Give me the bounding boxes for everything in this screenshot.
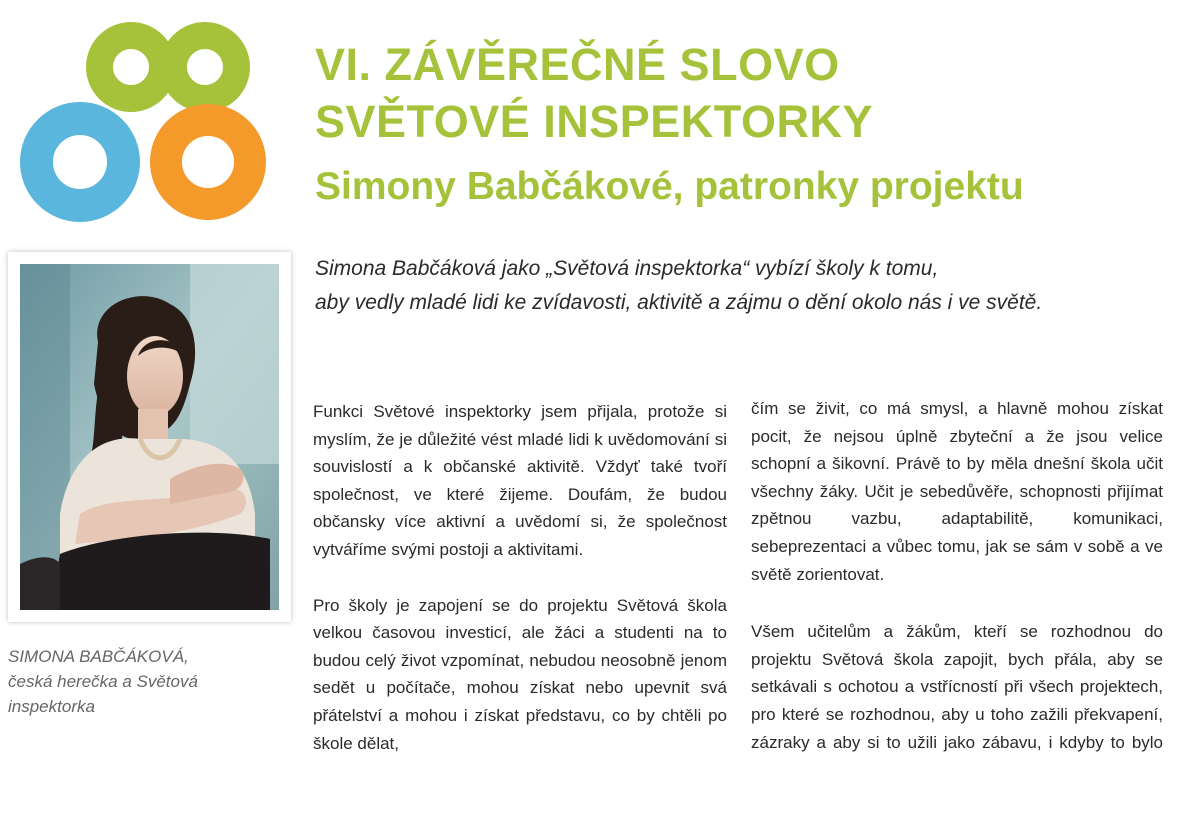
- photo-caption: [8, 644, 278, 719]
- chapter-subtitle: Simony Babčákové, patronky projektu: [315, 165, 1024, 208]
- lead-paragraph: [315, 252, 1185, 320]
- logo-ring-blue: [20, 102, 140, 222]
- caption-role: česká herečka a Světová inspektorka: [8, 672, 198, 716]
- body-paragraph: Funkci Světové inspektorky jsem přijala, protože si myslím, že je důležité vést mladé lidi k uvědomování si souvislostí a k občanské aktivitě. Vždyť také tvoří společnost, ve které žijeme. Doufám, že budou občansky více aktivní a uvědomí si, že společnost vytváříme svými postoji a aktivitami.: [313, 402, 727, 559]
- logo-ring-orange: [150, 104, 266, 220]
- body-paragraph: čím se živit, co má smysl, a hlavně mohou získat pocit, že nejsou úplně zbyteční a že jsou velice schopní a šikovní. Právě to by měla dnešní škola učit všechny žáky. Učit je sebedůvěře, schopnosti přijímat zpětnou vazbu, adaptabilitě, komunikaci, sebeprezentaci a vůbec tomu, jak se sám v sobě a ve světě zorientovat.: [751, 399, 1163, 584]
- lead-line1: Simona Babčáková jako „Světová inspektorka“ vybízí školy k tomu,: [315, 257, 939, 280]
- body-paragraph: Pro školy je zapojení se do projektu Světová škola velkou časovou investicí, ale žáci a studenti na to budou celý život vzpomínat, nebudou neosobně jenom sedět u počítače, mohou získat nebo upevnit svá přátelství a mohou i získat představu, co by chtěli po škole dělat,: [313, 595, 727, 753]
- portrait-photo: [20, 264, 279, 610]
- chapter-title: [315, 36, 873, 150]
- page-bottom-edge: [0, 762, 1200, 805]
- body-column-right: [751, 395, 1163, 814]
- chapter-title-line1: VI. ZÁVĚREČNÉ SLOVO: [315, 39, 840, 90]
- portrait-photo-frame: [8, 252, 291, 622]
- body-paragraph: Všem učitelům a žákům, kteří se rozhodnou do projektu Světová škola zapojit, bych přála, aby se setkávali s ochotou a vstřícností při všech projektech, pro které se rozhodnou, aby u toho zažili překvapení, zázraky a aby si to užili jako zábavu, i kdyby to bylo: [751, 622, 1163, 752]
- caption-name: SIMONA BABČÁKOVÁ,: [8, 647, 189, 666]
- chapter-title-line2: SVĚTOVÉ INSPEKTORKY: [315, 96, 873, 147]
- logo-ring-green-right: [160, 22, 250, 112]
- project-logo: [0, 0, 300, 240]
- body-column-left: [313, 398, 727, 785]
- lead-line2: aby vedly mladé lidi ke zvídavosti, aktivitě a zájmu o dění okolo nás i ve světě.: [315, 291, 1043, 314]
